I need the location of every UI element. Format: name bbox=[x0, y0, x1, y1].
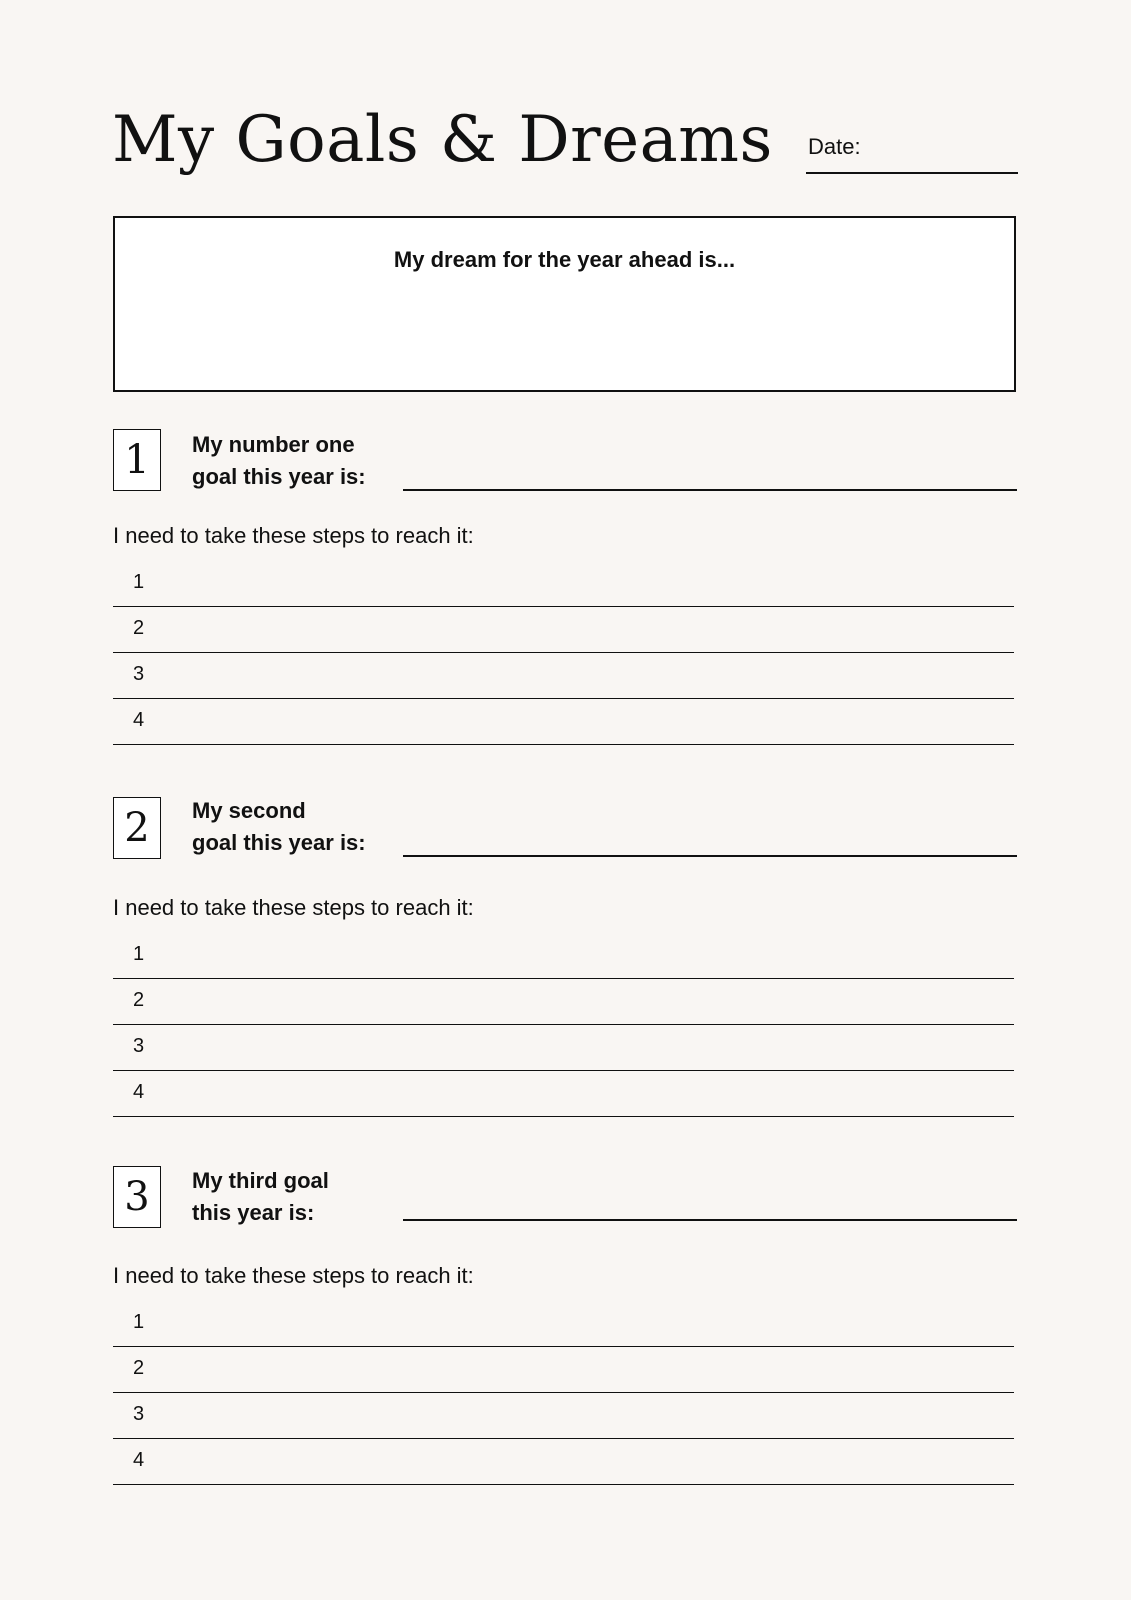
step-number: 3 bbox=[133, 1403, 145, 1425]
step-number: 3 bbox=[133, 1035, 145, 1057]
goal-label-1 bbox=[192, 429, 366, 493]
goal-answer-line-1[interactable] bbox=[403, 489, 1017, 491]
step-line[interactable] bbox=[113, 978, 1014, 979]
step-line[interactable] bbox=[113, 652, 1014, 653]
goal-number-box-1: 1 bbox=[113, 429, 161, 491]
goal-label-line: goal this year is: bbox=[192, 830, 366, 855]
goal-answer-line-3[interactable] bbox=[403, 1219, 1017, 1221]
step-line[interactable] bbox=[113, 1484, 1014, 1485]
goal-label-3 bbox=[192, 1165, 329, 1229]
goal-label-line: goal this year is: bbox=[192, 464, 366, 489]
step-line[interactable] bbox=[113, 1346, 1014, 1347]
step-number: 2 bbox=[133, 617, 145, 639]
step-number: 1 bbox=[133, 571, 145, 593]
goal-number-box-3: 3 bbox=[113, 1166, 161, 1228]
step-number: 4 bbox=[133, 1081, 145, 1103]
goal-answer-line-2[interactable] bbox=[403, 855, 1017, 857]
step-number: 4 bbox=[133, 709, 145, 731]
dream-box[interactable] bbox=[113, 216, 1016, 392]
goal-label-2 bbox=[192, 795, 366, 859]
goal-label-line: this year is: bbox=[192, 1200, 315, 1225]
step-number: 2 bbox=[133, 1357, 145, 1379]
step-line[interactable] bbox=[113, 698, 1014, 699]
step-number: 4 bbox=[133, 1449, 145, 1471]
step-line[interactable] bbox=[113, 744, 1014, 745]
goal-number-box-2: 2 bbox=[113, 797, 161, 859]
steps-label-3: I need to take these steps to reach it: bbox=[113, 1263, 474, 1288]
date-field-line[interactable] bbox=[806, 172, 1018, 174]
steps-label-2: I need to take these steps to reach it: bbox=[113, 895, 474, 920]
date-label: Date: bbox=[808, 134, 861, 159]
step-line[interactable] bbox=[113, 606, 1014, 607]
dream-prompt: My dream for the year ahead is... bbox=[393, 247, 736, 272]
step-number: 1 bbox=[133, 1311, 145, 1333]
step-line[interactable] bbox=[113, 1070, 1014, 1071]
step-line[interactable] bbox=[113, 1392, 1014, 1393]
step-number: 1 bbox=[133, 943, 145, 965]
page-title: My Goals & Dreams bbox=[112, 103, 773, 177]
step-line[interactable] bbox=[113, 1024, 1014, 1025]
goal-label-line: My third goal bbox=[192, 1168, 329, 1193]
step-line[interactable] bbox=[113, 1438, 1014, 1439]
goal-label-line: My second bbox=[192, 798, 306, 823]
step-number: 3 bbox=[133, 663, 145, 685]
step-number: 2 bbox=[133, 989, 145, 1011]
goal-label-line: My number one bbox=[192, 432, 355, 457]
step-line[interactable] bbox=[113, 1116, 1014, 1117]
steps-label-1: I need to take these steps to reach it: bbox=[113, 523, 474, 548]
